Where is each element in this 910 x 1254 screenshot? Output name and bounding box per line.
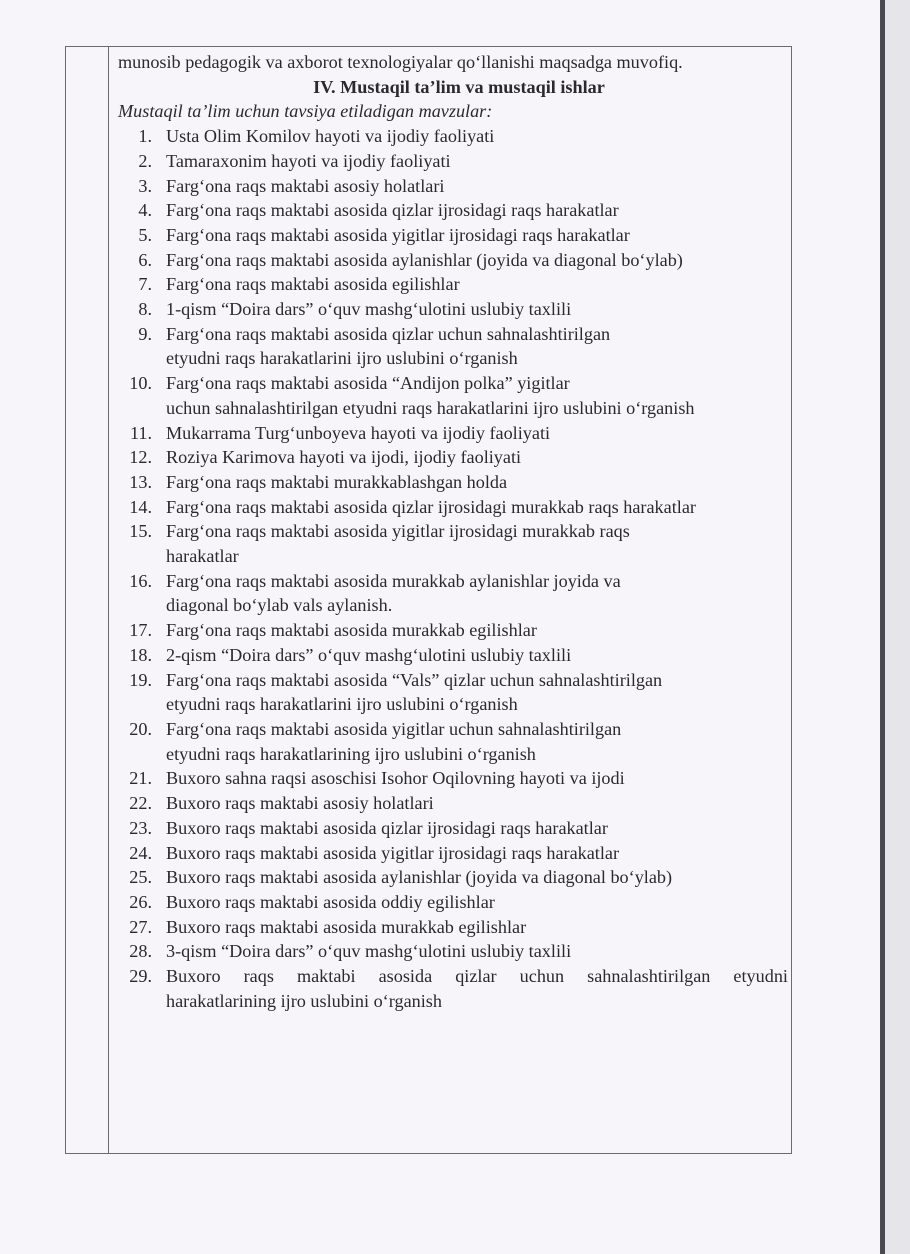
page-background-edge xyxy=(885,0,910,1254)
list-item-number: 27. xyxy=(129,916,152,937)
list-item xyxy=(118,272,790,297)
list-item xyxy=(118,964,790,1013)
list-item-number: 20. xyxy=(129,718,152,739)
list-item xyxy=(118,322,790,371)
list-item-number: 11. xyxy=(129,422,152,443)
topics-list xyxy=(118,124,790,1013)
list-item xyxy=(118,174,790,199)
list-item-number: 16. xyxy=(129,570,152,591)
list-item-number: 18. xyxy=(129,644,152,665)
list-item-number: 8. xyxy=(138,299,152,320)
list-item xyxy=(118,149,790,174)
list-item-number: 4. xyxy=(138,200,152,221)
table-column-divider xyxy=(108,46,109,1154)
list-item xyxy=(118,717,790,766)
list-item-text: Buxoro raqs maktabi asosida qizlar uchun sahnalashtirilgan etyudni xyxy=(166,966,788,987)
list-item-text: Buxoro sahna raqsi asoschisi Isohor Oqilovning hayoti va ijodi xyxy=(166,768,625,789)
list-item xyxy=(118,569,790,618)
list-item-number: 2. xyxy=(138,150,152,171)
list-item-text: Farg‘ona raqs maktabi asosida yigitlar ijrosidagi raqs harakatlar xyxy=(166,224,630,245)
list-item-number: 19. xyxy=(129,669,152,690)
list-item xyxy=(118,915,790,940)
list-item-text: Roziya Karimova hayoti va ijodi, ijodiy faoliyati xyxy=(166,447,522,468)
list-item-number: 25. xyxy=(129,867,152,888)
list-item-number: 24. xyxy=(129,842,152,863)
list-item xyxy=(118,939,790,964)
list-item-number: 29. xyxy=(129,966,152,987)
list-item-text: uchun sahnalashtirilgan etyudni raqs harakatlarini ijro uslubini o‘rganish xyxy=(166,397,695,418)
list-item-text: etyudni raqs harakatlarining ijro uslubini o‘rganish xyxy=(166,743,536,764)
list-item-text: 3-qism “Doira dars” o‘quv mashg‘ulotini uslubiy taxlili xyxy=(166,941,572,962)
list-item xyxy=(118,495,790,520)
list-item xyxy=(118,618,790,643)
list-item xyxy=(118,297,790,322)
list-item-number: 21. xyxy=(129,768,152,789)
list-item-number: 17. xyxy=(129,620,152,641)
list-item-text: Buxoro raqs maktabi asosida murakkab egilishlar xyxy=(166,916,527,937)
list-item-number: 23. xyxy=(129,817,152,838)
list-item xyxy=(118,519,790,568)
list-item xyxy=(118,766,790,791)
list-item xyxy=(118,248,790,273)
list-item-text: Farg‘ona raqs maktabi asosida egilishlar xyxy=(166,274,460,295)
list-item-text: diagonal bo‘ylab vals aylanish. xyxy=(166,595,393,616)
list-item-text: Farg‘ona raqs maktabi asosida murakkab egilishlar xyxy=(166,620,537,641)
list-item-number: 9. xyxy=(138,323,152,344)
list-item-text: harakatlar xyxy=(166,546,239,567)
list-item xyxy=(118,865,790,890)
page-binding-edge xyxy=(880,0,885,1254)
list-item-number: 7. xyxy=(138,274,152,295)
list-item-text: Farg‘ona raqs maktabi asosida yigitlar ijrosidagi murakkab raqs xyxy=(166,521,630,542)
list-item-text: Farg‘ona raqs maktabi asosida qizlar ijrosidagi murakkab raqs harakatlar xyxy=(166,496,696,517)
list-item-text: Buxoro raqs maktabi asosida oddiy egilishlar xyxy=(166,891,495,912)
list-item xyxy=(118,421,790,446)
list-item xyxy=(118,198,790,223)
list-item-text: Farg‘ona raqs maktabi asosida qizlar ijrosidagi raqs harakatlar xyxy=(166,200,619,221)
list-item-text: 1-qism “Doira dars” o‘quv mashg‘ulotini uslubiy taxlili xyxy=(166,299,572,320)
list-item xyxy=(118,223,790,248)
list-item-text: Farg‘ona raqs maktabi asosida yigitlar uchun sahnalashtirilgan xyxy=(166,718,622,739)
list-item-text: Farg‘ona raqs maktabi asosida “Andijon polka” yigitlar xyxy=(166,373,570,394)
list-item xyxy=(118,791,790,816)
list-item-number: 5. xyxy=(138,224,152,245)
list-item-number: 6. xyxy=(138,249,152,270)
list-item xyxy=(118,445,790,470)
list-item-text: Farg‘ona raqs maktabi murakkablashgan holda xyxy=(166,471,508,492)
list-item-number: 1. xyxy=(138,126,152,147)
list-item-number: 15. xyxy=(129,521,152,542)
list-item xyxy=(118,890,790,915)
list-item-text: etyudni raqs harakatlarini ijro uslubini o‘rganish xyxy=(166,348,518,369)
list-item-text: Buxoro raqs maktabi asosida aylanishlar (joyida va diagonal bo‘ylab) xyxy=(166,867,673,888)
list-item xyxy=(118,816,790,841)
section-subtitle: Mustaqil ta’lim uchun tavsiya etiladigan mavzular: xyxy=(118,101,493,122)
list-item-text: Farg‘ona raqs maktabi asosida “Vals” qizlar uchun sahnalashtirilgan xyxy=(166,669,663,690)
list-item-number: 28. xyxy=(129,941,152,962)
list-item-number: 22. xyxy=(129,793,152,814)
list-item xyxy=(118,371,790,420)
list-item-text: Farg‘ona raqs maktabi asosiy holatlari xyxy=(166,175,445,196)
list-item-text: Buxoro raqs maktabi asosida yigitlar ijrosidagi raqs harakatlar xyxy=(166,842,620,863)
list-item-text: harakatlarining ijro uslubini o‘rganish xyxy=(166,990,442,1011)
intro-line: munosib pedagogik va axborot texnologiyalar qo‘llanishi maqsadga muvofiq. xyxy=(118,52,683,72)
list-item-number: 10. xyxy=(129,373,152,394)
list-item-text: Usta Olim Komilov hayoti va ijodiy faoliyati xyxy=(166,126,495,147)
list-item-text: etyudni raqs harakatlarini ijro uslubini o‘rganish xyxy=(166,694,518,715)
list-item-text: Mukarrama Turg‘unboyeva hayoti va ijodiy faoliyati xyxy=(166,422,551,443)
list-item-text: Farg‘ona raqs maktabi asosida murakkab aylanishlar joyida va xyxy=(166,570,621,591)
list-item-number: 26. xyxy=(129,891,152,912)
list-item-text: Tamaraxonim hayoti va ijodiy faoliyati xyxy=(166,150,451,171)
list-item-number: 3. xyxy=(138,175,152,196)
list-item-number: 14. xyxy=(129,496,152,517)
list-item-text: Farg‘ona raqs maktabi asosida qizlar uchun sahnalashtirilgan xyxy=(166,323,611,344)
list-item xyxy=(118,643,790,668)
section-heading: IV. Mustaqil ta’lim va mustaqil ishlar xyxy=(313,76,605,97)
list-item-number: 12. xyxy=(129,447,152,468)
list-item xyxy=(118,124,790,149)
list-item xyxy=(118,668,790,717)
list-item-number: 13. xyxy=(129,471,152,492)
list-item xyxy=(118,841,790,866)
list-item-text: Buxoro raqs maktabi asosiy holatlari xyxy=(166,793,434,814)
list-item xyxy=(118,470,790,495)
table-content xyxy=(118,50,790,1013)
list-item-text: Farg‘ona raqs maktabi asosida aylanishlar (joyida va diagonal bo‘ylab) xyxy=(166,249,683,270)
list-item-text: 2-qism “Doira dars” o‘quv mashg‘ulotini uslubiy taxlili xyxy=(166,644,572,665)
list-item-text: Buxoro raqs maktabi asosida qizlar ijrosidagi raqs harakatlar xyxy=(166,817,608,838)
